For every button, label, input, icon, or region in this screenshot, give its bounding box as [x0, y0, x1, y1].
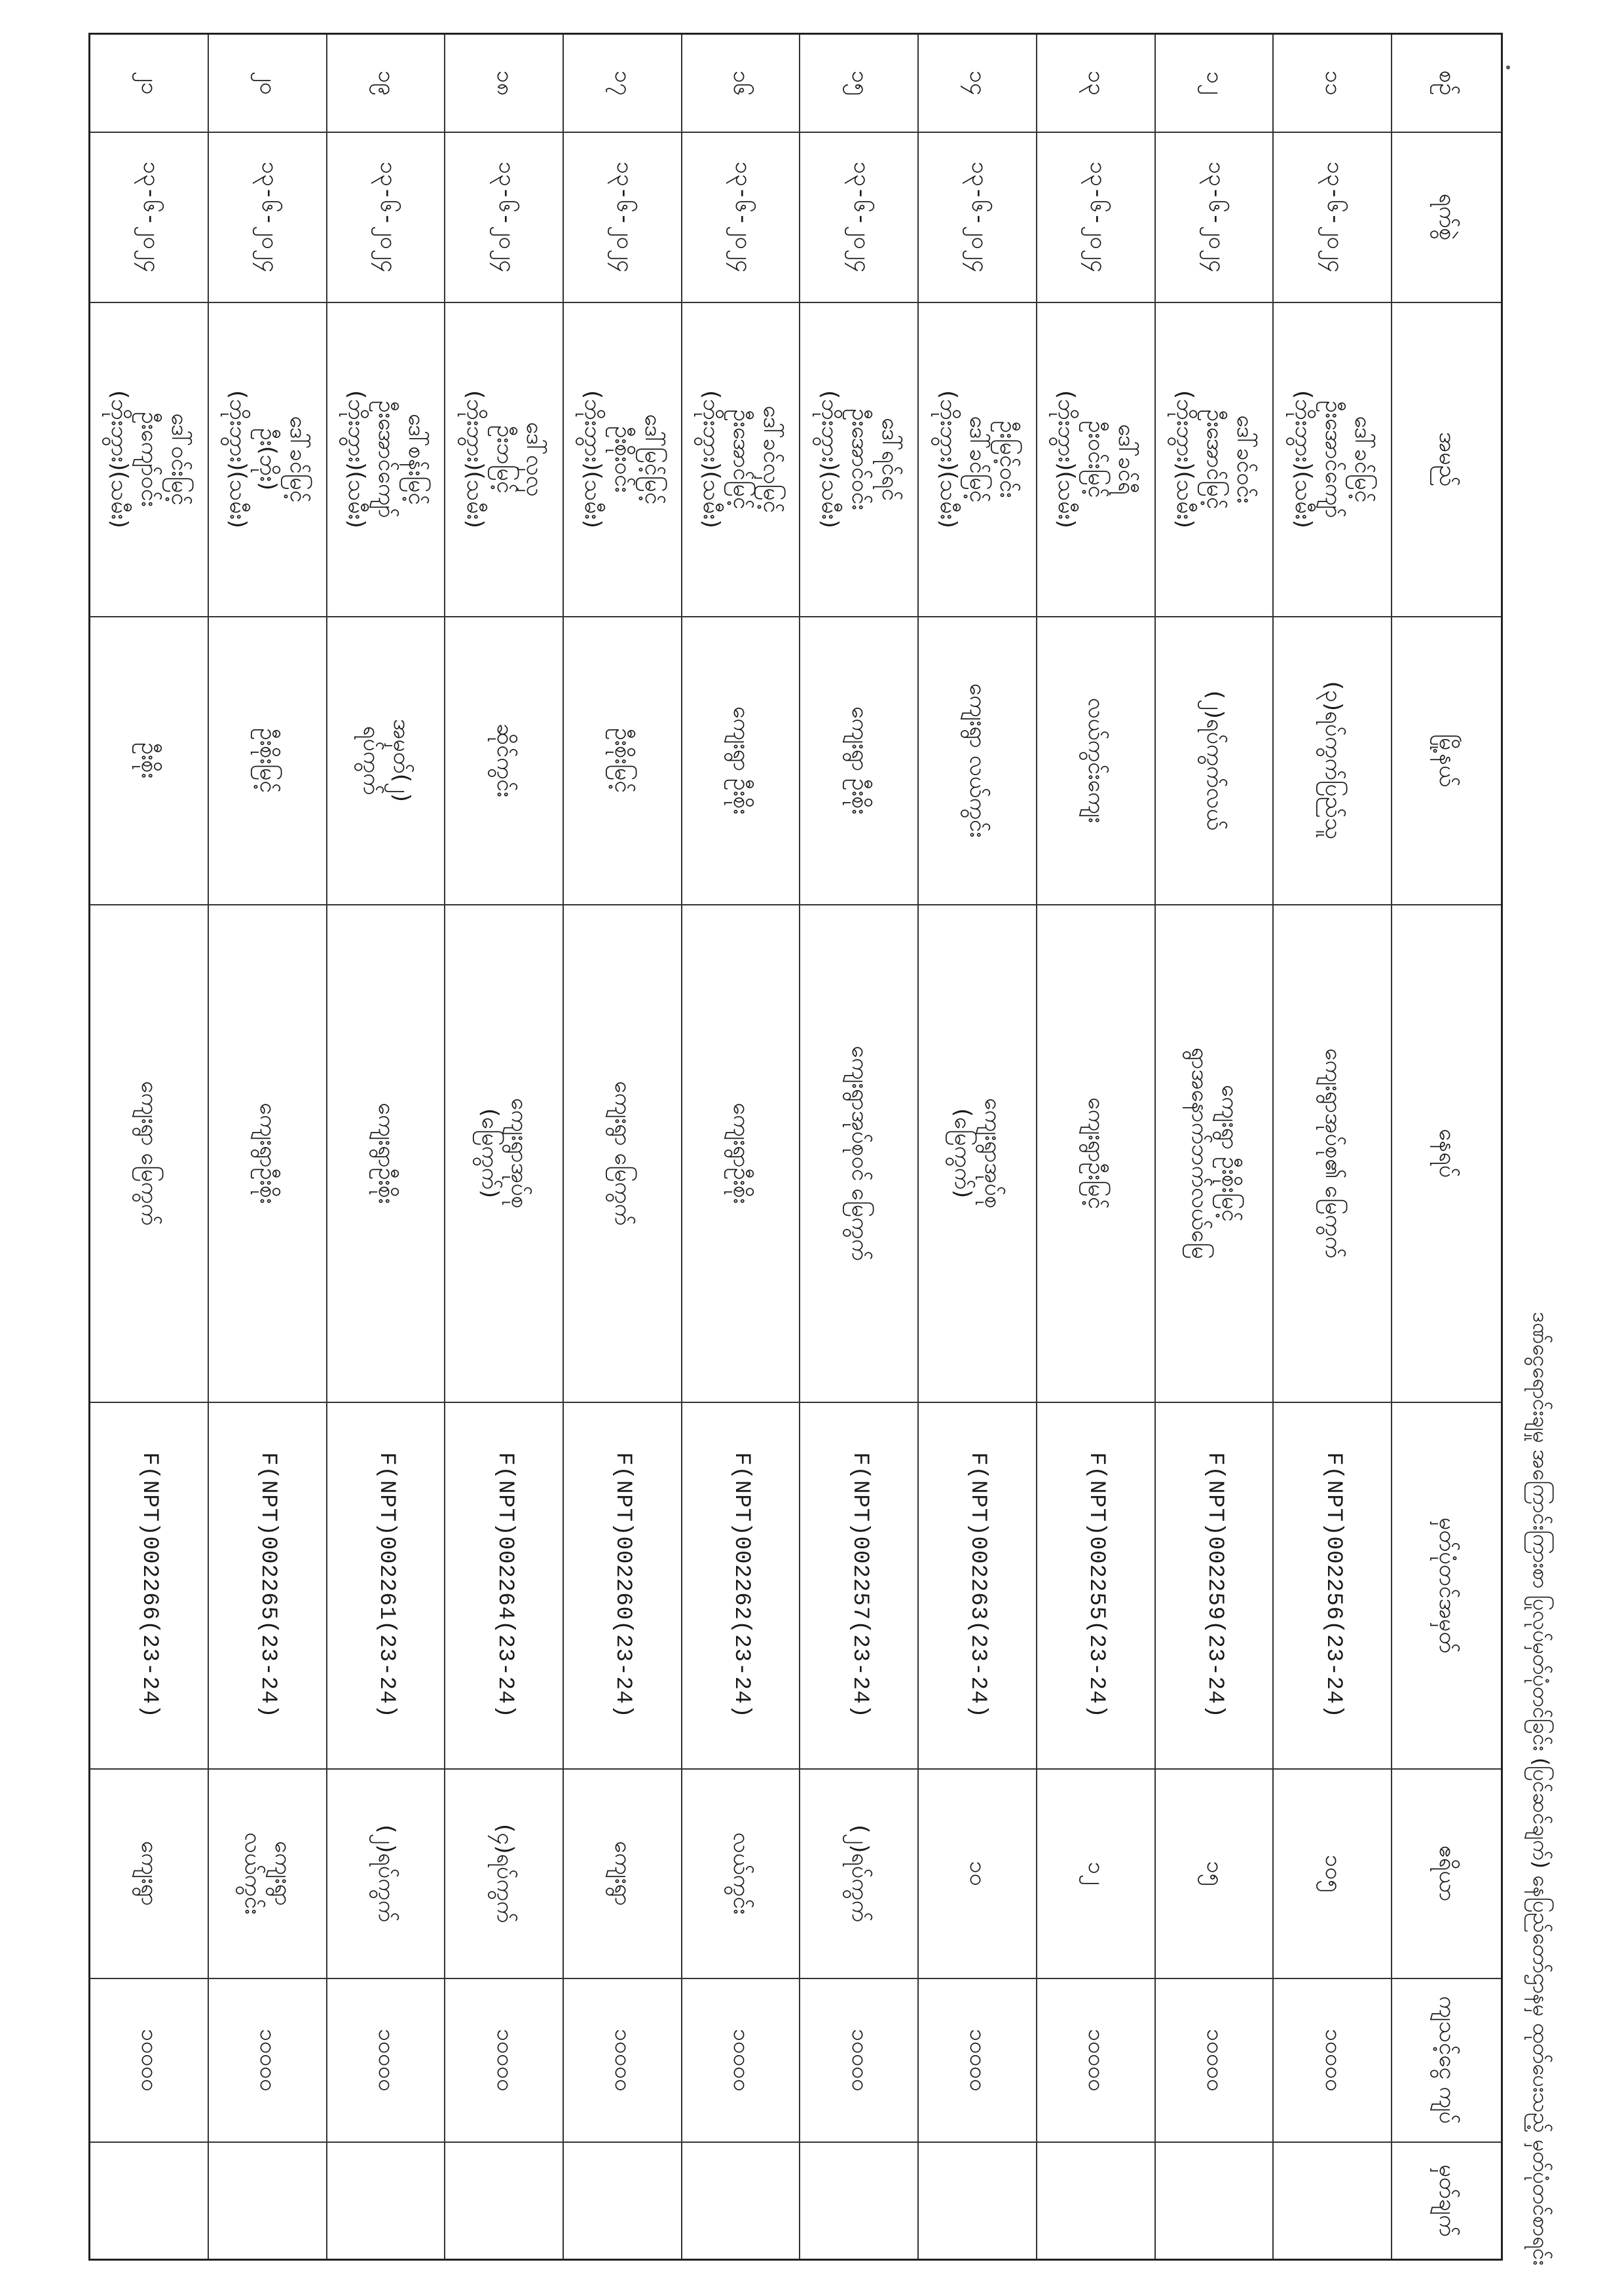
table-row	[445, 34, 563, 2260]
cell-fee: ၁၀၀၀၀	[1273, 1978, 1392, 2142]
cell-address: ကျေးရွာ မြေကွက်	[90, 905, 208, 1402]
cell-name: ဦးမြင့်ဝင်း ဒေါ်ခင်မြင့် (ဘိုးဘွား)(သမီး)	[918, 302, 1037, 617]
cell-township: ဦးစိုးမြင့်	[208, 617, 327, 905]
cell-area: လယ်ကွင်း	[682, 1769, 800, 1978]
cell-township: ဦးစိုး	[90, 617, 208, 905]
cell-remark	[1155, 2142, 1274, 2260]
cell-no: ၁၅	[800, 34, 918, 132]
rotated-table-wrapper	[88, 33, 1503, 2259]
cell-id: F(NPT)002260(23-24)	[563, 1402, 682, 1769]
cell-fee: ၁၀၀၀၀	[682, 1978, 800, 2142]
cell-date: ၁၃-၆-၂၀၂၄	[1273, 132, 1392, 302]
header-no: စဉ်	[1392, 34, 1502, 132]
table-row	[682, 34, 800, 2260]
cell-fee: ၁၀၀၀၀	[445, 1978, 563, 2142]
table-row	[1037, 34, 1155, 2260]
cell-remark	[208, 2142, 327, 2260]
cell-area: (၂)ရပ်ကွက်	[800, 1769, 918, 1978]
header-fee: ကျသင့်ငွေ ကျပ်	[1392, 1978, 1502, 2142]
table-row	[1155, 34, 1274, 2260]
cell-no: ၁၆	[682, 34, 800, 132]
ink-dot	[1506, 65, 1510, 69]
cell-date: ၁၃-၆-၂၀၂၄	[682, 132, 800, 302]
cell-date: ၁၃-၆-၂၀၂၄	[1037, 132, 1155, 302]
cell-area: ကျေးရွာ လယ်ကွင်း	[208, 1769, 327, 1978]
cell-fee: ၁၀၀၀၀	[90, 1978, 208, 2142]
cell-date: ၁၃-၆-၂၀၂၄	[563, 132, 682, 302]
cell-address: ကျေးရွာ ဦးစိုးမြင့် ရွာအနောက်ဘက်လယ်မြေ	[1155, 905, 1274, 1402]
cell-fee: ၁၀၀၀၀	[563, 1978, 682, 2142]
cell-date: ၁၃-၆-၂၀၂၄	[90, 132, 208, 302]
header-name: အမည်	[1392, 302, 1502, 617]
cell-date: ၁၃-၆-၂၀၂၄	[800, 132, 918, 302]
cell-township: ဦးစိုးမြင့်	[563, 617, 682, 905]
cell-no: ၁၇	[563, 34, 682, 132]
header-row	[1392, 34, 1502, 2260]
cell-area: ၁၀၅	[1273, 1769, 1392, 1978]
header-address: နေရပ်	[1392, 905, 1502, 1402]
cell-name: ဒေါ်ခင်ဝင်း ဦးအောင်မြင့် (ဘိုးဘွား)(သမီး)	[1155, 302, 1274, 617]
cell-date: ၁၃-၆-၂၀၂၄	[208, 132, 327, 302]
cell-address: ကျေးရွာဦးစိုး	[327, 905, 445, 1402]
table-row	[90, 34, 208, 2260]
cell-date: ၁၃-၆-၂၀၂၄	[445, 132, 563, 302]
cell-area: ၁၀	[918, 1769, 1037, 1978]
cell-township: လယ်ကွင်းကျေး	[1037, 617, 1155, 905]
cell-remark	[682, 2142, 800, 2260]
cell-no: ၁၁	[1273, 34, 1392, 132]
cell-township: ကျေးရွာ လယ်ကွင်း	[918, 617, 1037, 905]
cell-fee: ၁၀၀၀၀	[1037, 1978, 1155, 2142]
register-table	[88, 33, 1503, 2261]
cell-township: (၃)ရပ်ကွက်ပြည်သူ	[1273, 617, 1392, 905]
cell-name: ဒေါ်ခင်ရီ ဦးဝင်းမြင့် (ဘိုးဘွား)(သမီး)	[1037, 302, 1155, 617]
table-row	[208, 34, 327, 2260]
cell-area: ၁၂	[1037, 1769, 1155, 1978]
cell-id: F(NPT)002265(23-24)	[208, 1402, 327, 1769]
cell-address: ကျေးရွာဦးမြင့်	[1037, 905, 1155, 1402]
cell-name: ဒေါ်လှလှ ဦးဘမြင့် (ဘိုးဘွား)(သမီး)	[445, 302, 563, 617]
cell-id: F(NPT)002266(23-24)	[90, 1402, 208, 1769]
cell-township: (၂)ရပ်ကွက်လယ်	[1155, 617, 1274, 905]
cell-date: ၁၃-၆-၂၀၂၄	[1155, 132, 1274, 302]
cell-id: F(NPT)002257(23-24)	[800, 1402, 918, 1769]
cell-township: ကျေးရွာ ဦးစိုး	[682, 617, 800, 905]
cell-address: ကျေးရွာဦးစိုး	[208, 905, 327, 1402]
cell-no: ၁၄	[918, 34, 1037, 132]
cell-area: (၄)ရပ်ကွက်	[445, 1769, 563, 1978]
table-row	[563, 34, 682, 2260]
cell-id: F(NPT)002263(23-24)	[918, 1402, 1037, 1769]
cell-township: အမှတ်(၂) ရပ်ကွက်	[327, 617, 445, 905]
cell-remark	[800, 2142, 918, 2260]
table-row	[1273, 34, 1392, 2260]
cell-fee: ၁၀၀၀၀	[800, 1978, 918, 2142]
cell-address: ကျေးရွာအုပ်စု (မြေကွက်)	[445, 905, 563, 1402]
cell-id: F(NPT)002264(23-24)	[445, 1402, 563, 1769]
cell-address: ကျေးရွာအုပ်စု (မြေကွက်)	[918, 905, 1037, 1402]
cell-no: ၁၉	[327, 34, 445, 132]
header-date: ရက်စွဲ	[1392, 132, 1502, 302]
table-row	[800, 34, 918, 2260]
cell-no: ၁၂	[1155, 34, 1274, 132]
cell-id: F(NPT)002262(23-24)	[682, 1402, 800, 1769]
cell-remark	[445, 2142, 563, 2260]
cell-remark	[1273, 2142, 1392, 2260]
cell-fee: ၁၀၀၀၀	[1155, 1978, 1274, 2142]
cell-no: ၁၈	[445, 34, 563, 132]
cell-name: ဒေါ်ခင်လှမြင့် ဦးအောင်မြင့် (ဘိုးဘွား)(သမီး)	[682, 302, 800, 617]
page-caption: ဒဏ်ငွေရောင်းချမှု အကြောင်းကြားစာ ပြုလုပ်မှတ်ပုံတင်ခြင်း (ပြင်ဆင်ချက်) နေပြည်တော်ဌာနမှ ထုတ်ပေးသည့် မှတ်ပုံတင်စာရင်း	[1528, 1311, 1553, 2265]
cell-address: ကျေးရွာ မြေကွက်	[563, 905, 682, 1402]
table-body	[90, 34, 1392, 2260]
cell-id: F(NPT)002261(23-24)	[327, 1402, 445, 1769]
cell-remark	[90, 2142, 208, 2260]
cell-id: F(NPT)002255(23-24)	[1037, 1402, 1155, 1769]
table-row	[918, 34, 1037, 2260]
cell-name: ဒေါ်ခင်မြင့် ဦးအောင်ကျော် (ဘိုးဘွား)(သမီး)	[1273, 302, 1392, 617]
cell-remark	[327, 2142, 445, 2260]
cell-no: ၁၃	[1037, 34, 1155, 132]
cell-fee: ၁၀၀၀၀	[327, 1978, 445, 2142]
cell-address: ကျေးရွာဦးစိုး	[682, 905, 800, 1402]
cell-township: ကျေးရွာ ဦးစိုး	[800, 617, 918, 905]
cell-remark	[1037, 2142, 1155, 2260]
cell-no: ၂၁	[90, 34, 208, 132]
cell-address: ကျေးရွာအုပ်စုဝင် မြေကွက်	[800, 905, 918, 1402]
cell-fee: ၁၀၀၀၀	[208, 1978, 327, 2142]
cell-fee: ၁၀၀၀၀	[918, 1978, 1037, 2142]
cell-area: ကျေးရွာ	[563, 1769, 682, 1978]
cell-address: ကျေးရွာအုပ်စု၏ မြေကွက်	[1273, 905, 1392, 1402]
cell-id: F(NPT)002256(23-24)	[1273, 1402, 1392, 1769]
cell-name: ဒေါ်စန်းမြင့် ဦးအောင်ကျော် (ဘိုးဘွား)(သမီး)	[327, 302, 445, 617]
header-remark: မှတ်ချက်	[1392, 2142, 1502, 2260]
header-area: ဧရိယာ	[1392, 1769, 1502, 1978]
cell-name: ဒေါ်ခင်မြင့် ဦး(ဘိုး) (ဘိုးဘွား)(သမီး)	[208, 302, 327, 617]
cell-name: ဒေါ်ဝင်းမြင့် ဦးကျော်ဝင်း (ဘိုးဘွား)(သမီး)	[90, 302, 208, 617]
cell-area: (၂)ရပ်ကွက်	[327, 1769, 445, 1978]
cell-name: ဒေါ်ရင်ရင် ဦးအောင်ဝင်း (ဘိုးဘွား)(သမီး)	[800, 302, 918, 617]
cell-area: ကျေးရွာ	[90, 1769, 208, 1978]
header-township: မြို့နယ်	[1392, 617, 1502, 905]
cell-no: ၂၀	[208, 34, 327, 132]
cell-id: F(NPT)002259(23-24)	[1155, 1402, 1274, 1769]
header-id: မှတ်ပုံတင်အမှတ်	[1392, 1402, 1502, 1769]
cell-township: ဆိုင်ကွင်း	[445, 617, 563, 905]
cell-name: ဒေါ်မြင့်မြင့် ဦးစိုးဝင်း (ဘိုးဘွား)(သမီး)	[563, 302, 682, 617]
cell-remark	[563, 2142, 682, 2260]
cell-remark	[918, 2142, 1037, 2260]
cell-date: ၁၃-၆-၂၀၂၄	[918, 132, 1037, 302]
cell-date: ၁၃-၆-၂၀၂၄	[327, 132, 445, 302]
cell-area: ၁၅	[1155, 1769, 1274, 1978]
table-row	[327, 34, 445, 2260]
